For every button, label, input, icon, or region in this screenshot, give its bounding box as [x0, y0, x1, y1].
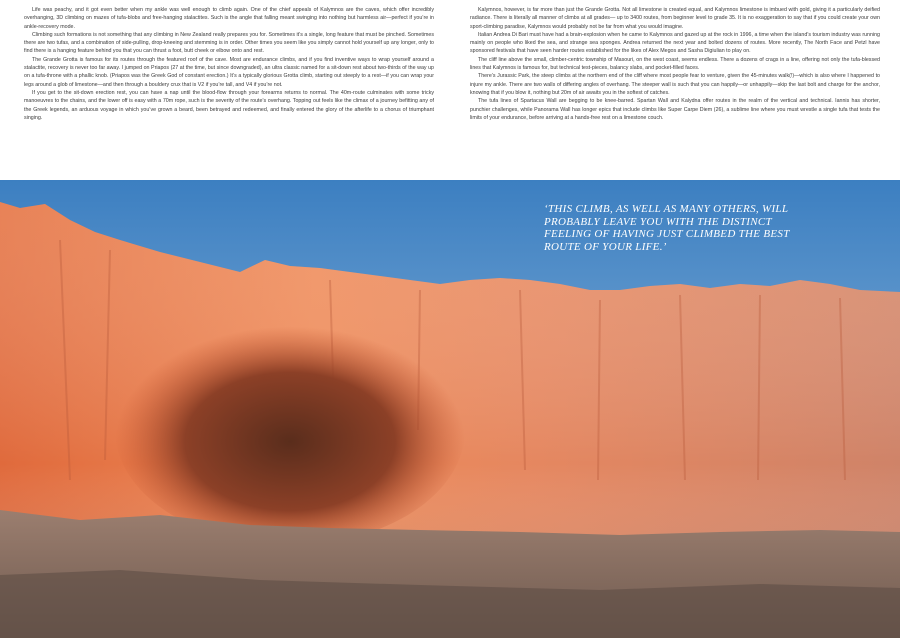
right-text-column — [470, 6, 880, 122]
paragraph: The tufa lines of Spartacus Wall are begging to be knee-barred. Spartan Wall and Kalydna offer routes in the realm of the vertical and technical. Iannis has shorter, punchier challenges, while Panorama Wall has longer epics that include climbs like Super Carpe Diem (26), a sublime line where you must wrestle a single tufa that tests the limits of your endurance, before arriving at a hands-free rest on a limestone couch. — [470, 98, 880, 121]
paragraph: Life was peachy, and it got even better when my ankle was well enough to climb again. One of the chief appeals of Kalymnos are the caves, which offer incredibly overhanging, 3D climbing on mazes of tufa-blobs and free-hanging stalactites. Such is the angle that falling meant swinging into nothing but harmless air—perfect if you’re in ankle-recovery mode. — [24, 7, 434, 30]
paragraph: Italian Andrea Di Bari must have had a brain-explosion when he came to Kalymnos and gazed up at the rock in 1996, a time when the island’s tourism industry was running mainly on people who liked the sea, and strange sea sponges. Andrea returned the next year and bolted dozens of routes. More recently, The North Face and Petzl have sponsored festivals that have seen harder routes established for the likes of Alex Megos and Sasha Digiulian to play on. — [470, 31, 880, 55]
left-text-column — [24, 6, 434, 122]
paragraph: Climbing such formations is not something that any climbing in New Zealand really prepares you for. Sometimes it’s a single, long feature that must be pinched. Sometimes there are two tufas, and a combination of side-pulling, drop-kneeing and stemming is in order. Other times you seem like you simply cannot hold yourself up any longer, only to find there is a hanging feature behind you that you can thrust a foot, butt cheek or elbow onto and rest. — [24, 31, 434, 55]
pull-quote: ‘THIS CLIMB, AS WELL AS MANY OTHERS, WILL PROBABLY LEAVE YOU WITH THE DISTINCT FEELING OF HAVING JUST CLIMBED THE BEST ROUTE OF YOUR LIFE.’ — [544, 203, 790, 253]
paragraph: The cliff line above the small, climber-centric township of Masouri, on the west coast, seems endless. There a dozens of crags in a line, offering not only the tufa-blessed lines that Kalymnos is famous for, but technical test-pieces, balancy slabs, and pocket-filled faces. — [470, 56, 880, 72]
paragraph: The Grande Grotta is famous for its routes through the featured roof of the cave. Most are endurance climbs, and if you find inventive ways to wrap yourself around a stalactite, recovery is never too far away. I jumped on Priapos (27 at the time, but since downgraded), an ultra classic named for a sit-down rest about two-thirds of the way up on a tufa-throne with a phallic knob. (Priapos was the Greek God of constant erection.) It’s a typically glorious Grotta climb, starting out steeply to a rest—if you can wrap your legs around a glob of limestone—and then through a bouldery crux that is V2 if you’re tall, and V4 if you’re not. — [24, 56, 434, 88]
paragraph: Kalymnos, however, is far more than just the Grande Grotta. Not all limestone is created equal, and Kalymnos limestone is imbued with gold, giving it a particularly deified radiance. There is literally all manner of climbs at all grades— up to 3400 routes, from beginner level to grade 35. It is no exaggeration to say that if you could create your own sport-climbing paradise, Kalymnos would probably not be far from what you would imagine. — [470, 7, 880, 30]
paragraph: There’s Jurassic Park, the steep climbs at the northern end of the cliff where most people fear to venture, given the 45-minutes walk(!)—which is also where I happened to injure my ankle. There are two walls of differing angles of overhang. The steeper wall is such that you can happily—or unhappily—skip the last bolt and charge for the anchor, knowing that if you blow it, nothing but 20m of air awaits you in the softest of catches. — [470, 73, 880, 96]
paragraph: If you get to the sit-down erection rest, you can have a nap until the blood-flow through your forearms returns to normal. The 40m-route culminates with some tricky manoeuvres to the chains, and the lower off is easy with a 70m rope, such is the severity of the route’s overhang. Topping out feels like the climax of a journey befitting any of the Greek legends, an arduous voyage in which you’ve grown a beard, been betrayed and redeemed, and finally entered the glory of the afterlife to a chorus of triumphant singing. — [24, 89, 434, 121]
